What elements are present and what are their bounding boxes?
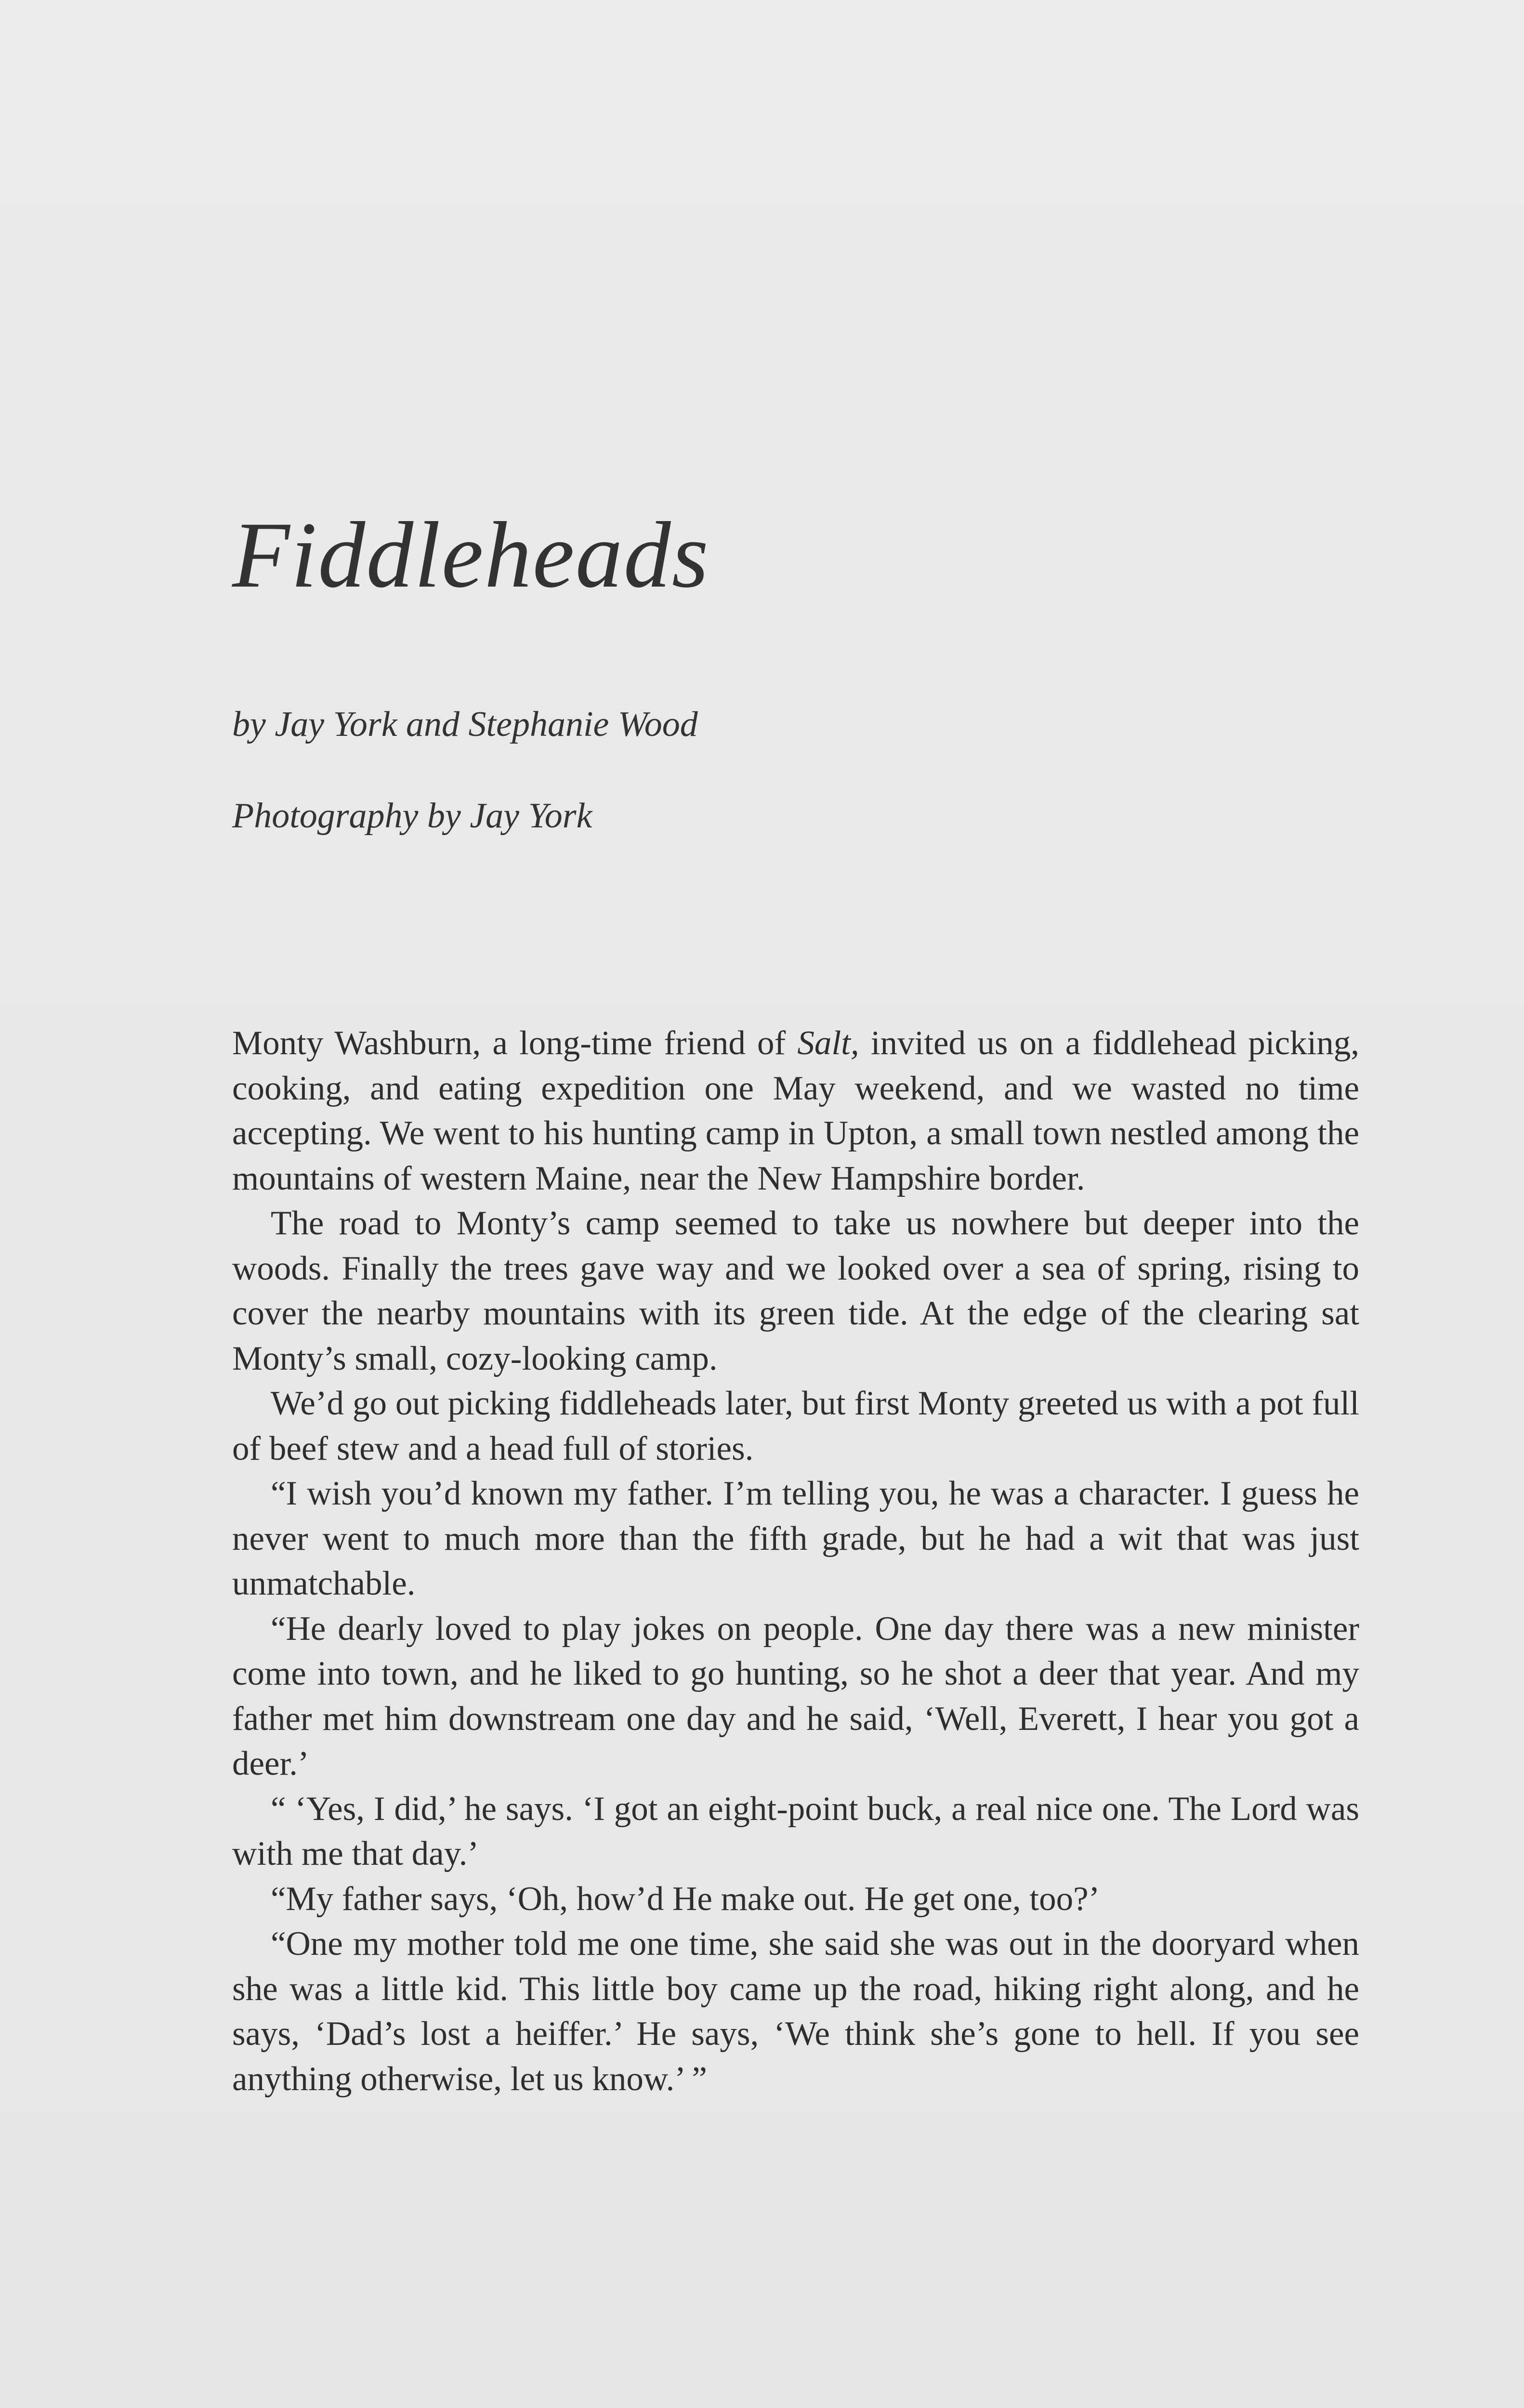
paragraph-5: “He dearly loved to play jokes on people. One day there was a new minister come into town, and he liked to go hunting, so he shot a deer that year. And my father met him downstream one day and he said, ‘Well, Everett, I hear you got a deer.’ xyxy=(232,1610,1359,1782)
article-byline: by Jay York and Stephanie Wood xyxy=(232,705,698,744)
paragraph-7: “My father says, ‘Oh, how’d He make out. He get one, too?’ xyxy=(271,1880,1100,1918)
article-body xyxy=(232,1021,1359,2102)
article-title: Fiddleheads xyxy=(232,503,709,607)
paragraph-1-start: Monty Washburn, a long-time friend of xyxy=(232,1024,798,1062)
magazine-name: Salt, xyxy=(797,1024,859,1062)
paragraph-8: “One my mother told me one time, she said she was out in the dooryard when she was a little kid. This little boy came up the road, hiking right along, and he says, ‘Dad’s lost a heiffer.’ He says, ‘We think she’s gone to hell. If you see anything otherwise, let us know.’ ” xyxy=(232,1925,1359,2098)
paragraph-4: “I wish you’d known my father. I’m telling you, he was a character. I guess he never went to much more than the fifth grade, but he had a wit that was just unmatchable. xyxy=(232,1475,1359,1602)
paragraph-6: “ ‘Yes, I did,’ he says. ‘I got an eight-point buck, a real nice one. The Lord was with me that day.’ xyxy=(232,1790,1359,1872)
paragraph-3: We’d go out picking fiddleheads later, but first Monty greeted us with a pot full of beef stew and a head full of stories. xyxy=(232,1385,1359,1467)
paragraph-1-end: invited us on a fiddlehead picking, cooking, and eating expedition one May weekend, and we wasted no time accepting. We went to his hunting camp in Upton, a small town nestled among the mountains of western Maine, near the New Hampshire border. xyxy=(232,1024,1360,1197)
paragraph-2: The road to Monty’s camp seemed to take us nowhere but deeper into the woods. Finally the trees gave way and we looked over a sea of spring, rising to cover the nearby mountains with its green tide. At the edge of the clearing sat Monty’s small, cozy-looking camp. xyxy=(232,1204,1359,1377)
photography-credit: Photography by Jay York xyxy=(232,796,592,836)
paragraph-1 xyxy=(232,1021,1359,1201)
